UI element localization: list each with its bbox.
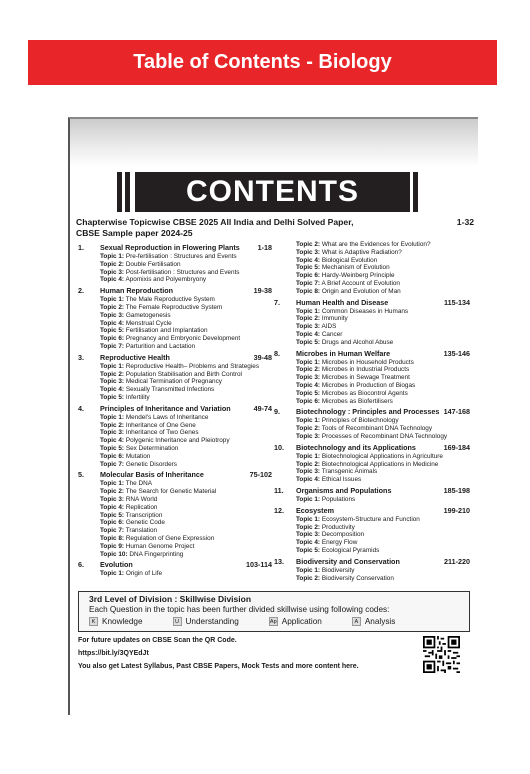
topic-title: Polygenic Inheritance and Pleiotropy [125, 437, 230, 445]
chapter-pages: 19-38 [253, 286, 272, 296]
topic-title: Immunity [321, 315, 348, 323]
topic-item[interactable] [78, 371, 272, 379]
skill-code-badge: Ap [269, 619, 277, 625]
chapter-pages: 147-168 [443, 407, 470, 417]
topic-number: Topic 1: [296, 417, 321, 425]
topic-title: RNA World [125, 495, 158, 503]
topic-number: Topic 2: [100, 303, 125, 311]
skill-code-item [89, 617, 143, 626]
topic-item[interactable] [274, 264, 470, 272]
topic-item[interactable] [78, 488, 272, 496]
chapter-title: Biodiversity and Conservation [296, 556, 400, 566]
topic-number: Topic 8: [100, 534, 125, 542]
topic-number: Topic 1: [296, 566, 321, 574]
topic-title: What are the Evidences for Evolution? [321, 241, 431, 248]
skill-label: Application [281, 617, 322, 626]
topic-item[interactable] [274, 339, 470, 347]
topic-title: The DNA [125, 480, 152, 488]
topic-number: Topic 2: [296, 425, 321, 433]
topic-item[interactable] [78, 335, 272, 343]
topic-title: Ecosystem-Structure and Function [321, 515, 420, 523]
topic-title: Inheritance of One Gene [125, 421, 196, 429]
topic-number: Topic 3: [100, 429, 125, 437]
chapter-title: Molecular Basis of Inheritance [100, 470, 204, 480]
topic-title: Microbes as Biofertilisers [321, 397, 393, 405]
topic-item[interactable] [274, 382, 470, 390]
topic-number: Topic 5: [100, 327, 125, 335]
topic-item[interactable] [274, 288, 470, 296]
topic-item[interactable] [78, 261, 272, 269]
topic-item[interactable] [274, 390, 470, 398]
topic-title: Genetic Disorders [125, 460, 177, 468]
chapter-title: Principles of Inheritance and Variation [100, 403, 231, 413]
topic-item[interactable] [78, 543, 272, 551]
topic-number: Topic 2: [296, 460, 321, 468]
topic-item[interactable] [78, 386, 272, 394]
topic-number: Topic 1: [100, 570, 125, 578]
topic-item[interactable] [78, 422, 272, 430]
topic-title: AIDS [321, 323, 337, 331]
topic-title: Inheritance of Two Genes [125, 429, 199, 437]
topic-item[interactable] [78, 480, 272, 488]
topic-item[interactable] [274, 531, 470, 539]
topic-item[interactable] [78, 527, 272, 535]
topic-title: Parturition and Lactation [125, 342, 196, 350]
topic-number: Topic 4: [100, 437, 125, 445]
footer-link[interactable]: https://bit.ly/3QYEdJt [78, 650, 149, 657]
header-stripe [117, 172, 122, 212]
header-stripe [125, 172, 130, 212]
topic-title: Post-fertilisation : Structures and Events [125, 268, 240, 276]
chapter-title: Reproductive Health [100, 352, 170, 362]
topic-title: Microbes in Sewage Treatment [321, 374, 410, 382]
chapter-number: 7. [274, 297, 280, 307]
topic-number: Topic 4: [100, 276, 125, 284]
contents-heading: CONTENTS [135, 172, 410, 212]
topic-item[interactable] [274, 524, 470, 532]
topic-number: Topic 2: [100, 488, 125, 496]
chapter-number: 13. [274, 556, 284, 566]
topic-title: Decomposition [321, 531, 365, 539]
topic-number: Topic 2: [100, 260, 125, 268]
topic-item[interactable] [274, 257, 470, 265]
topic-item[interactable] [274, 323, 470, 331]
topic-title: Microbes as Biocontrol Agents [321, 389, 408, 397]
topic-number: Topic 8: [296, 287, 321, 295]
topic-number: Topic 1: [100, 362, 125, 370]
skill-codes [89, 617, 395, 626]
footer-line-3: You also get Latest Syllabus, Past CBSE Papers, Mock Tests and more content here. [78, 663, 359, 670]
topic-item[interactable] [78, 551, 272, 559]
topic-title: DNA Fingerprinting [129, 550, 184, 558]
chapter-title: Ecosystem [296, 505, 334, 515]
chapter-pages: 115-134 [444, 297, 470, 307]
topic-number: Topic 1: [100, 296, 125, 304]
topic-title: Gametogenesis [125, 311, 171, 319]
topic-title: Mutation [125, 452, 151, 460]
chapter-title: Human Health and Disease [296, 297, 389, 307]
topic-item[interactable] [78, 269, 272, 277]
skill-code-badge: U [173, 617, 182, 626]
skill-label: Knowledge [102, 617, 143, 626]
topic-title: Populations [321, 495, 356, 503]
topic-title: Mechanism of Evolution [321, 264, 390, 272]
topic-item[interactable] [274, 453, 470, 461]
chapter-number: 3. [78, 352, 84, 362]
topic-number: Topic 2: [296, 523, 321, 531]
topic-number: Topic 1: [296, 358, 321, 366]
topic-title: Microbes in Industrial Products [321, 366, 410, 374]
chapter-heading[interactable] [274, 298, 470, 308]
topic-number: Topic 4: [100, 319, 125, 327]
topic-item[interactable] [78, 453, 272, 461]
chapter-heading[interactable] [274, 349, 470, 359]
chapter-heading[interactable] [274, 557, 470, 567]
chapter-heading[interactable] [78, 286, 272, 296]
topic-item[interactable] [274, 567, 470, 575]
topic-number: Topic 4: [296, 381, 321, 389]
topic-number: Topic 1: [100, 253, 125, 260]
topic-number: Topic 2: [296, 315, 321, 323]
topic-item[interactable] [78, 414, 272, 422]
topic-item[interactable] [78, 445, 272, 453]
topic-item[interactable] [78, 535, 272, 543]
topic-title: Productivity [321, 523, 355, 531]
topic-item[interactable] [274, 433, 470, 441]
chapter-title: Organisms and Populations [296, 485, 392, 495]
skill-code-item [173, 617, 239, 626]
topic-number: Topic 3: [100, 378, 125, 386]
right-column [274, 241, 470, 582]
chapter-pages: 1-18 [257, 243, 272, 252]
topic-item[interactable] [78, 519, 272, 527]
topic-item[interactable] [78, 276, 272, 284]
topic-number: Topic 6: [100, 335, 125, 343]
left-column [78, 241, 272, 578]
chapter-number: 5. [78, 470, 84, 480]
topic-title: Regulation of Gene Expression [125, 534, 215, 542]
topic-item[interactable] [274, 331, 470, 339]
chapter-number: 6. [78, 560, 84, 570]
intro-line-2: CBSE Sample paper 2024-25 [76, 228, 193, 238]
skill-division-box [78, 591, 470, 632]
topic-number: Topic 7: [100, 342, 125, 350]
chapter-heading[interactable] [78, 470, 272, 480]
topic-number: Topic 4: [296, 256, 321, 264]
topic-number: Topic 6: [100, 519, 125, 527]
topic-number: Topic 1: [296, 515, 321, 523]
topic-number: Topic 1: [100, 413, 125, 421]
chapter-pages: 103-114 [246, 560, 272, 570]
chapter-number: 10. [274, 442, 284, 452]
topic-number: Topic 1: [296, 495, 321, 503]
topic-title: Apomixis and Polyembryony [125, 276, 207, 284]
topic-title: Translation [125, 527, 158, 535]
page-banner: Table of Contents - Biology [28, 40, 497, 85]
topic-number: Topic 10: [100, 550, 128, 558]
skill-code-badge: A [352, 617, 361, 626]
topic-number: Topic 9: [100, 542, 125, 550]
topic-number: Topic 2: [100, 421, 125, 429]
topic-number: Topic 5: [100, 511, 125, 519]
chapter-pages: 75-102 [249, 470, 272, 480]
chapter-pages: 169-184 [443, 442, 470, 452]
topic-item[interactable] [78, 320, 272, 328]
chapter-title: Sexual Reproduction in Flowering Plants [100, 243, 240, 252]
topic-item[interactable] [274, 398, 470, 406]
chapter-heading[interactable] [78, 243, 272, 253]
topic-title: Drugs and Alcohol Abuse [321, 338, 394, 346]
topic-number: Topic 3: [296, 248, 321, 256]
topic-title: The Female Reproductive System [125, 303, 223, 311]
topic-title: Menstrual Cycle [125, 319, 172, 327]
skill-code-item [269, 617, 322, 626]
topic-number: Topic 3: [100, 495, 125, 503]
chapter-number: 11. [274, 485, 284, 495]
division-description: Each Question in the topic has been further divided skillwise using following codes: [89, 605, 390, 614]
topic-item[interactable] [274, 476, 470, 484]
topic-number: Topic 6: [296, 272, 321, 280]
chapter-title: Biotechnology : Principles and Processes [296, 407, 440, 417]
chapter-number: 4. [78, 403, 84, 413]
topic-title: Transcription [125, 511, 163, 519]
skill-code-badge: K [89, 617, 98, 626]
chapter-heading[interactable] [78, 353, 272, 363]
topic-item[interactable] [274, 315, 470, 323]
chapter-pages: 39-48 [253, 352, 272, 362]
topic-number: Topic 3: [296, 323, 321, 331]
topic-item[interactable] [78, 496, 272, 504]
topic-number: Topic 7: [100, 460, 125, 468]
topic-title: Biodiversity Conservation [321, 574, 394, 582]
topic-item[interactable] [78, 437, 272, 445]
topic-title: Infertility [125, 393, 150, 401]
topic-item[interactable] [78, 512, 272, 520]
topic-item[interactable] [78, 394, 272, 402]
topic-number: Topic 4: [100, 503, 125, 511]
topic-number: Topic 2: [296, 366, 321, 374]
topic-number: Topic 2: [296, 574, 321, 582]
topic-number: Topic 5: [100, 393, 125, 401]
topic-number: Topic 4: [296, 330, 321, 338]
chapter-heading[interactable] [274, 407, 470, 417]
topic-number: Topic 5: [296, 546, 321, 554]
topic-item[interactable] [78, 296, 272, 304]
topic-item[interactable] [78, 343, 272, 351]
topic-title: Sexually Transmitted Infections [125, 386, 215, 394]
chapter-heading[interactable] [274, 443, 470, 453]
footer-line-1: For future updates on CBSE Scan the QR Code. [78, 637, 237, 644]
topic-number: Topic 7: [296, 279, 321, 287]
topic-title: A Brief Account of Evolution [321, 279, 400, 287]
topic-number: Topic 1: [296, 307, 321, 315]
topic-number: Topic 4: [296, 539, 321, 547]
topic-item[interactable] [78, 461, 272, 469]
chapter-title: Microbes in Human Welfare [296, 348, 391, 358]
topic-title: Reproductive Health– Problems and Strategies [125, 362, 260, 370]
topic-item[interactable] [274, 241, 470, 249]
chapter-number: 12. [274, 505, 284, 515]
topic-item[interactable] [274, 272, 470, 280]
topic-title: Energy Flow [321, 539, 358, 547]
topic-title: Common Diseases in Humans [321, 307, 409, 315]
topic-title: Ecological Pyramids [321, 546, 380, 554]
division-title: 3rd Level of Division : Skillwise Division [89, 594, 252, 604]
chapter-heading[interactable] [78, 560, 272, 570]
topic-item[interactable] [274, 468, 470, 476]
topic-item[interactable] [274, 461, 470, 469]
topic-number: Topic 3: [296, 531, 321, 539]
chapter-pages: 135-146 [443, 348, 470, 358]
chapter-number: 1. [78, 243, 84, 252]
topic-title: Pre-fertilisation : Structures and Events [125, 253, 237, 260]
topic-title: The Search for Genetic Material [125, 488, 217, 496]
topic-title: Population Stabilisation and Birth Control [125, 370, 242, 378]
topic-title: Microbes in Household Products [321, 358, 414, 366]
chapter-number: 8. [274, 348, 280, 358]
topic-number: Topic 5: [296, 264, 321, 272]
skill-label: Analysis [364, 617, 396, 626]
topic-title: Pregnancy and Embryonic Development [125, 335, 241, 343]
topic-number: Topic 7: [100, 527, 125, 535]
topic-number: Topic 3: [296, 374, 321, 382]
header-stripe [413, 172, 418, 212]
intro-pages: 1-32 [456, 217, 474, 227]
topic-title: Fertilisation and Implantation [125, 327, 208, 335]
topic-number: Topic 6: [100, 452, 125, 460]
intro-entry[interactable] [76, 217, 476, 239]
topic-title: Hardy-Weinberg Principle [321, 272, 395, 280]
chapter-pages: 49-74 [253, 403, 272, 413]
topic-item[interactable] [274, 417, 470, 425]
topic-title: Tools of Recombinant DNA Technology [321, 425, 433, 433]
topic-title: Double Fertilisation [125, 260, 181, 268]
topic-item[interactable] [274, 249, 470, 257]
topic-title: Mendel's Laws of Inheritance [125, 413, 209, 421]
intro-line-1: Chapterwise Topicwise CBSE 2025 All India and Delhi Solved Paper, [76, 217, 354, 227]
topic-title: Biotechnological Applications in Medicine [321, 460, 439, 468]
topic-title: Sex Determination [125, 444, 179, 452]
topic-number: Topic 5: [296, 389, 321, 397]
chapter-heading[interactable] [274, 506, 470, 516]
topic-item[interactable] [78, 378, 272, 386]
topic-item[interactable] [78, 570, 272, 578]
topic-title: Biotechnological Applications in Agriculture [321, 452, 443, 460]
topic-number: Topic 5: [100, 444, 125, 452]
topic-item[interactable] [274, 359, 470, 367]
topic-number: Topic 5: [296, 338, 321, 346]
chapter-title: Evolution [100, 560, 133, 570]
topic-number: Topic 3: [296, 468, 321, 476]
topic-title: Principles of Biotechnology [321, 417, 399, 425]
topic-number: Topic 6: [296, 397, 321, 405]
chapter-pages: 211-220 [444, 556, 470, 566]
topic-title: The Male Reproductive System [125, 296, 215, 304]
topic-item[interactable] [78, 253, 272, 261]
topic-item[interactable] [274, 575, 470, 583]
chapter-heading[interactable] [274, 486, 470, 496]
topic-item[interactable] [274, 547, 470, 555]
topic-item[interactable] [274, 366, 470, 374]
topic-number: Topic 2: [100, 370, 125, 378]
topic-title: Ethical Issues [321, 476, 362, 484]
topic-item[interactable] [274, 516, 470, 524]
chapter-heading[interactable] [78, 404, 272, 414]
topic-number: Topic 3: [100, 268, 125, 276]
topic-item[interactable] [274, 280, 470, 288]
topic-item[interactable] [78, 312, 272, 320]
topic-title: Genetic Code [125, 519, 165, 527]
topic-item[interactable] [274, 374, 470, 382]
topic-item[interactable] [274, 539, 470, 547]
topic-number: Topic 1: [296, 452, 321, 460]
topic-item[interactable] [78, 363, 272, 371]
chapter-pages: 199-210 [443, 505, 470, 515]
topic-number: Topic 4: [100, 386, 125, 394]
topic-item[interactable] [274, 496, 470, 504]
topic-title: Biodiversity [321, 566, 355, 574]
chapter-number: 9. [274, 407, 280, 417]
topic-title: Origin and Evolution of Man [321, 287, 401, 295]
topic-number: Topic 1: [100, 480, 125, 488]
topic-title: Human Genome Project [125, 542, 195, 550]
chapter-title: Human Reproduction [100, 286, 174, 296]
topic-item[interactable] [274, 308, 470, 316]
topic-title: Transgenic Animals [321, 468, 378, 476]
topic-title: Biological Evolution [321, 256, 378, 264]
topic-title: Microbes in Production of Biogas [321, 381, 416, 389]
topic-item[interactable] [78, 327, 272, 335]
chapter-pages: 185-198 [443, 485, 470, 495]
chapter-number: 2. [78, 286, 84, 296]
topic-number: Topic 3: [100, 311, 125, 319]
topic-item[interactable] [78, 304, 272, 312]
qr-code-icon[interactable] [423, 636, 460, 673]
topic-number: Topic 3: [296, 432, 321, 440]
topic-title: Processes of Recombinant DNA Technology [321, 432, 448, 440]
topic-item[interactable] [78, 504, 272, 512]
skill-code-item [352, 617, 396, 626]
topic-number: Topic 4: [296, 476, 321, 484]
topic-title: Replication [125, 503, 158, 511]
topic-title: What is Adaptive Radiation? [321, 248, 402, 256]
chapter-title: Biotechnology and its Applications [296, 442, 416, 452]
topic-title: Medical Termination of Pregnancy [125, 378, 222, 386]
topic-item[interactable] [274, 425, 470, 433]
topic-item[interactable] [78, 429, 272, 437]
skill-label: Understanding [185, 617, 239, 626]
topic-number: Topic 2: [296, 241, 321, 248]
topic-title: Origin of Life [125, 570, 163, 578]
topic-title: Cancer [321, 330, 343, 338]
